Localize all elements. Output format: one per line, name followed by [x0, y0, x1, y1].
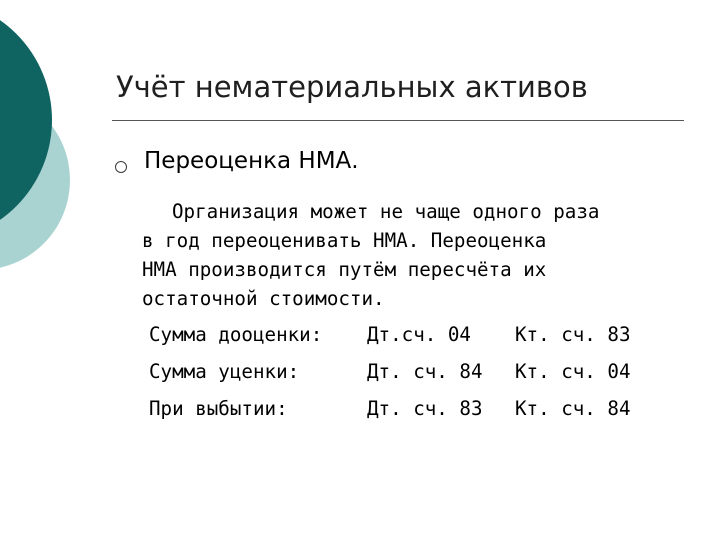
slide-title: Учёт нематериальных активов	[116, 70, 588, 104]
bullet-heading: Переоценка НМА.	[144, 148, 359, 174]
paragraph-line: Организация может не чаще одного раза	[172, 200, 600, 223]
entry-label: Сумма дооценки:	[149, 323, 323, 346]
entry-credit: Кт. сч. 83	[515, 323, 631, 346]
entry-debit: Дт.сч. 04	[367, 323, 471, 346]
hollow-circle-bullet-icon	[115, 161, 127, 173]
paragraph-line: в год переоценивать НМА. Переоценка	[142, 229, 547, 252]
entry-label: При выбытии:	[149, 397, 288, 420]
entry-credit: Кт. сч. 04	[515, 360, 631, 383]
entry-credit: Кт. сч. 84	[515, 397, 631, 420]
decorative-circles	[0, 0, 120, 300]
body-paragraph	[142, 197, 690, 313]
title-divider	[112, 120, 684, 121]
paragraph-line: НМА производится путём пересчёта их	[142, 258, 547, 281]
entry-label: Сумма уценки:	[149, 360, 300, 383]
paragraph-line: остаточной стоимости.	[142, 287, 385, 310]
entry-debit: Дт. сч. 83	[367, 397, 483, 420]
entry-debit: Дт. сч. 84	[367, 360, 483, 383]
